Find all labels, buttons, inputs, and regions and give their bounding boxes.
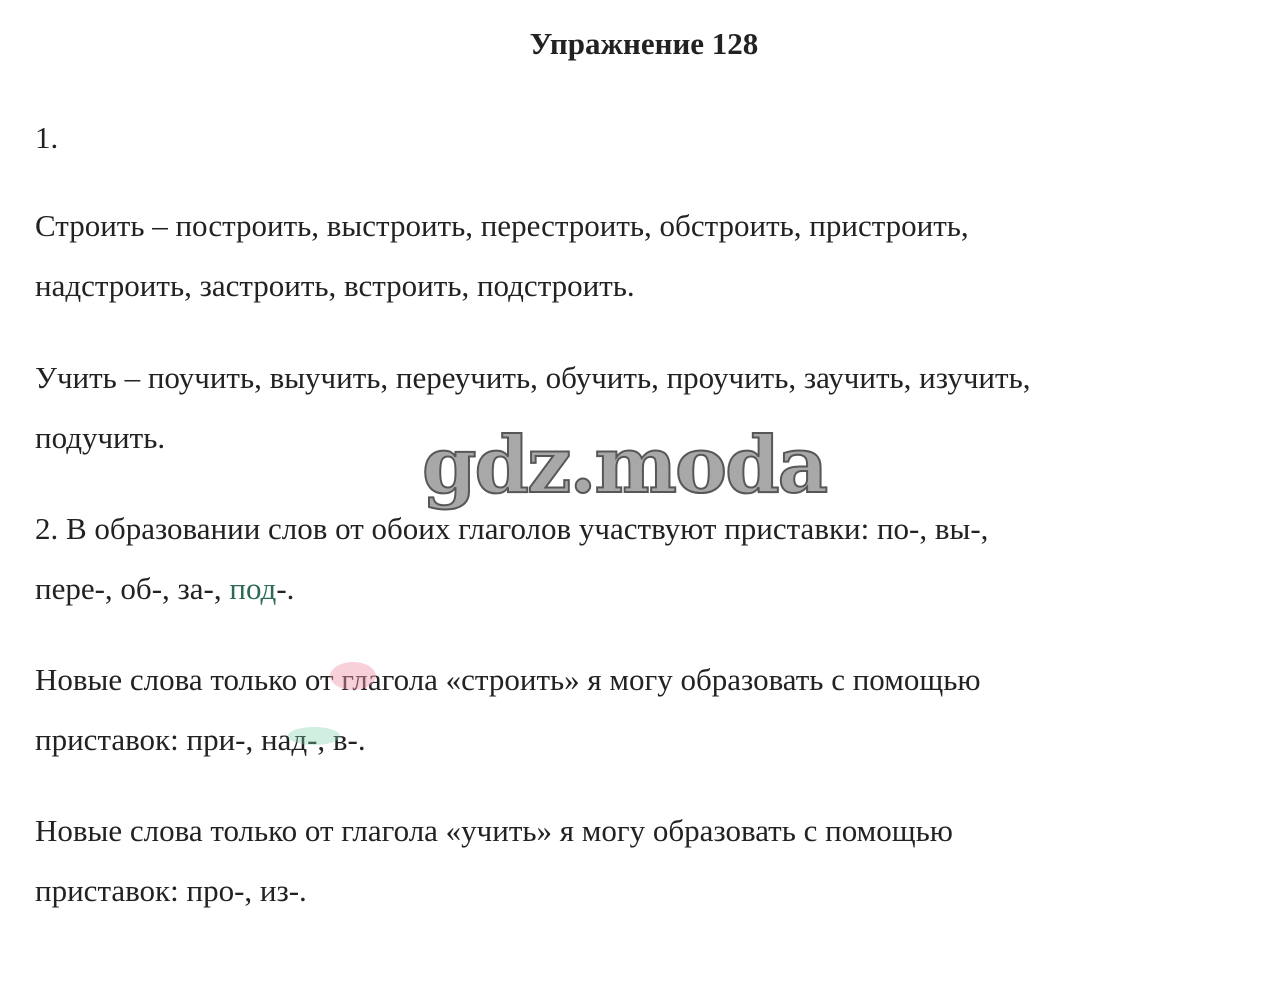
paragraph-line: приставок: при-, над-, в-. bbox=[35, 722, 366, 757]
paragraph-uchit bbox=[35, 348, 1255, 468]
section-1-number bbox=[35, 108, 1255, 168]
paragraph-line: надстроить, застроить, встроить, подстроить. bbox=[35, 268, 635, 303]
paragraph-stroit bbox=[35, 196, 1255, 316]
page-title: Упражнение 128 bbox=[529, 26, 759, 61]
highlighted-prefix: под bbox=[229, 571, 277, 606]
paragraph-only-uchit bbox=[35, 801, 1255, 921]
paragraph-line: Строить – построить, выстроить, перестроить, обстроить, пристроить, bbox=[35, 208, 969, 243]
prefix-list-end: -. bbox=[276, 571, 295, 606]
paragraph-line: 2. В образовании слов от обоих глаголов участвуют приставки: по-, вы-, bbox=[35, 511, 989, 546]
paragraph-only-stroit bbox=[35, 650, 1255, 770]
paragraph-line: приставок: про-, из-. bbox=[35, 873, 307, 908]
prefix-list-text: пере-, об-, за-, bbox=[35, 571, 230, 606]
section-number-text: 1. bbox=[35, 120, 59, 155]
paragraph-line: Новые слова только от глагола «учить» я могу образовать с помощью bbox=[35, 813, 953, 848]
paragraph-common-prefixes bbox=[35, 499, 1255, 619]
paragraph-line: Учить – поучить, выучить, переучить, обучить, проучить, заучить, изучить, bbox=[35, 360, 1031, 395]
watermark-logo: gdz.moda bbox=[422, 420, 827, 511]
paragraph-line bbox=[35, 559, 1255, 619]
paragraph-line: подучить. bbox=[35, 420, 166, 455]
paragraph-line: Новые слова только от глагола «строить» я могу образовать с помощью bbox=[35, 662, 981, 697]
